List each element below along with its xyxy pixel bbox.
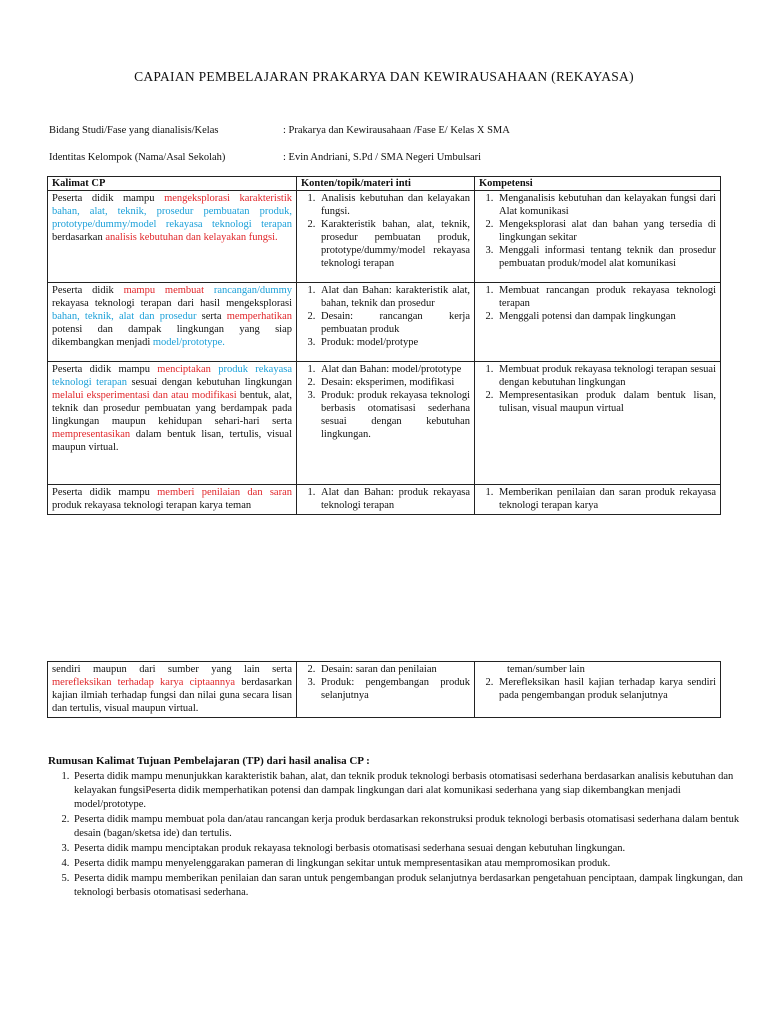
list-item: 1. Alat dan Bahan: model/prototype [318,363,470,376]
highlighted-phrase: mempresentasikan [52,429,131,440]
list-item: 2. Merefleksikan hasil kajian terhadap karya sendiri pada pengembangan produk selanjutnya [496,676,716,702]
kompetensi-cell [475,662,721,718]
konten-list [301,363,470,441]
cp-text: Peserta didik mampu [52,487,158,498]
cp-cell [48,362,297,485]
kompetensi-list [479,284,716,323]
bidang-label: Bidang Studi/Fase yang dianalisis/Kelas [49,125,219,136]
list-item: 2. Mengeksplorasi alat dan bahan yang tersedia di lingkungan sekitar [496,218,716,244]
tp-heading: Rumusan Kalimat Tujuan Pembelajaran (TP) dari hasil analisa CP : [48,755,370,767]
list-item: 1. Alat dan Bahan: karakteristik alat, bahan, teknik dan prosedur [318,284,470,310]
cp-text: serta [196,311,227,322]
list-item: 2. Karakteristik bahan, alat, teknik, prosedur pembuatan produk, prototype/dummy/model rekayasa teknologi terapan [318,218,470,270]
list-item: 1. Membuat produk rekayasa teknologi terapan sesuai dengan kebutuhan lingkungan [496,363,716,389]
table-row [48,283,721,362]
cp-text: sendiri maupun dari sumber yang lain serta [52,664,292,675]
identitas-label: Identitas Kelompok (Nama/Asal Sekolah) [49,152,226,163]
list-item: 3. Produk: pengembangan produk selanjutnya [318,676,470,702]
cp-text-block [52,192,292,244]
list-item: 1. Analisis kebutuhan dan kelayakan fungsi. [318,192,470,218]
list-item: 3. Produk: model/protype [318,336,470,349]
tp-item: 4. Peserta didik mampu menyelenggarakan pameran di lingkungan sekitar untuk mempresentasikan atau mempromosikan produk. [72,857,748,871]
cp-table [47,176,721,515]
meta-bidang [49,124,729,138]
cp-text: bentuk, alat, teknik dan prosedur pembuatan yang berdampak pada lingkungan maupun kehidupan sehari-hari serta [52,390,292,427]
list-item: 3. Menggali informasi tentang teknik dan prosedur pembuatan produk/model alat komunikasi [496,244,716,270]
cp-text: produk rekayasa teknologi terapan karya teman [52,500,252,511]
list-item: 2. Desain: rancangan kerja pembuatan produk [318,310,470,336]
highlighted-phrase: menciptakan [157,364,211,375]
kompetensi-list [479,363,716,415]
list-item: 3. Produk: produk rekayasa teknologi berbasis otomatisasi sederhana sesuai dengan kebutuhan lingkungan. [318,389,470,441]
cp-cell [48,191,297,283]
cp-text: dalam bentuk lisan, tertulis, visual maupun virtual. [52,429,292,453]
konten-list [301,486,470,512]
kompetensi-continued-text: teman/sumber lain [507,664,585,675]
list-item: 1. Menganalisis kebutuhan dan kelayakan fungsi dari Alat komunikasi [496,192,716,218]
konten-cell [297,485,475,515]
kompetensi-cell [475,362,721,485]
page-title: CAPAIAN PEMBELAJARAN PRAKARYA DAN KEWIRAUSAHAAN (REKAYASA) [134,69,634,84]
highlighted-phrase: merefleksikan terhadap karya ciptaannya [52,677,236,688]
tp-list [48,770,748,901]
cp-text: rekayasa teknologi terapan dari hasil mengeksplorasi [52,298,292,309]
konten-cell [297,662,475,718]
kompetensi-cell [475,485,721,515]
tp-item: 3. Peserta didik mampu menciptakan produk rekayasa teknologi berbasis otomatisasi sederhana sesuai dengan kebutuhan lingkungan. [72,842,748,856]
konten-cell [297,362,475,485]
header-kalimat-cp: Kalimat CP [48,177,297,191]
highlighted-phrase: analisis kebutuhan dan kelayakan fungsi. [105,232,278,243]
kompetensi-list [479,192,716,270]
kompetensi-cell [475,191,721,283]
highlighted-phrase: rancangan/dummy [213,285,292,296]
tp-item: 1. Peserta didik mampu menunjukkan karakteristik bahan, alat, dan teknik produk teknologi berbasis otomatisasi sederhana berdasarkan analisis kebutuhan dan kelayakan fungsiPeserta didik memperhatikan potensi dan dampak lingkungan dari alat komunikasi sederhana yang siap dikembangkan menjadi model/prototype. [72,770,748,812]
table-row [48,362,721,485]
list-item: 2. Menggali potensi dan dampak lingkungan [496,310,716,323]
cp-text: Peserta didik [52,285,124,296]
highlighted-phrase: bahan, alat, teknik, prosedur pembuatan produk, prototype/dummy/model rekayasa teknologi terapan [52,206,292,230]
konten-list [301,192,470,270]
cp-text-block [52,486,292,512]
cp-text: sesuai dengan kebutuhan lingkungan [127,377,293,388]
highlighted-phrase: mengeksplorasi karakteristik [164,193,292,204]
list-item: 1. Membuat rancangan produk rekayasa teknologi terapan [496,284,716,310]
list-item: 1. Alat dan Bahan: produk rekayasa teknologi terapan [318,486,470,512]
identitas-value: : Evin Andriani, S.Pd / SMA Negeri Umbulsari [283,152,482,163]
table-row [48,485,721,515]
cp-cell [48,662,297,718]
highlighted-phrase: bahan, teknik, alat dan prosedur [52,311,197,322]
highlighted-phrase: model/prototype. [152,337,225,348]
cp-text-block [52,284,292,349]
list-item: 1. Memberikan penilaian dan saran produk rekayasa teknologi terapan karya [496,486,716,512]
konten-cell [297,283,475,362]
cp-cell [48,485,297,515]
cp-text: Peserta didik mampu [52,193,165,204]
list-item: 2. Desain: saran dan penilaian [318,663,470,676]
cp-text-block [52,363,292,454]
highlighted-phrase: mampu membuat [123,285,205,296]
cp-table-continuation [47,661,721,718]
konten-list [301,284,470,349]
table-row [48,662,721,718]
list-item: 2. Desain: eksperimen, modifikasi [318,376,470,389]
highlighted-phrase: memperhatikan [226,311,292,322]
highlighted-phrase: produk rekayasa teknologi terapan [52,364,292,388]
highlighted-phrase: memberi penilaian dan saran [157,487,292,498]
highlighted-phrase: melalui eksperimentasi dan atau modifikasi [52,390,237,401]
list-item: 2. Mempresentasikan produk dalam bentuk lisan, tulisan, visual maupun virtual [496,389,716,415]
cp-text: Peserta didik mampu [52,364,158,375]
cp-text: berdasarkan [52,232,106,243]
kompetensi-cell [475,283,721,362]
cp-text: berdasarkan kajian ilmiah terhadap fungsi dan nilai guna secara lisan dan tertulis, visual maupun virtual. [52,677,292,714]
kompetensi-list [479,486,716,512]
table-row [48,191,721,283]
cp-cell [48,283,297,362]
header-kompetensi: Kompetensi [475,177,721,191]
bidang-value: : Prakarya dan Kewirausahaan /Fase E/ Kelas X SMA [283,125,510,136]
konten-cell [297,191,475,283]
meta-identitas [49,151,729,165]
tp-item: 2. Peserta didik mampu membuat pola dan/atau rancangan kerja produk berdasarkan rekonstruksi produk teknologi berbasis otomatisasi sederhana dalam bentuk desain (bagan/sketsa ide) dan tertulis. [72,813,748,841]
cp-table-header [48,177,721,191]
cp-text: potensi dan dampak lingkungan yang siap dikembangkan menjadi [52,324,292,348]
tp-item: 5. Peserta didik mampu memberikan penilaian dan saran untuk pengembangan produk selanjutnya berdasarkan pengetahuan penciptaan, dampak lingkungan, dan teknologi berbasis otomatisasi sederhana. [72,872,748,900]
cp-text [204,285,214,296]
header-konten: Konten/topik/materi inti [297,177,475,191]
